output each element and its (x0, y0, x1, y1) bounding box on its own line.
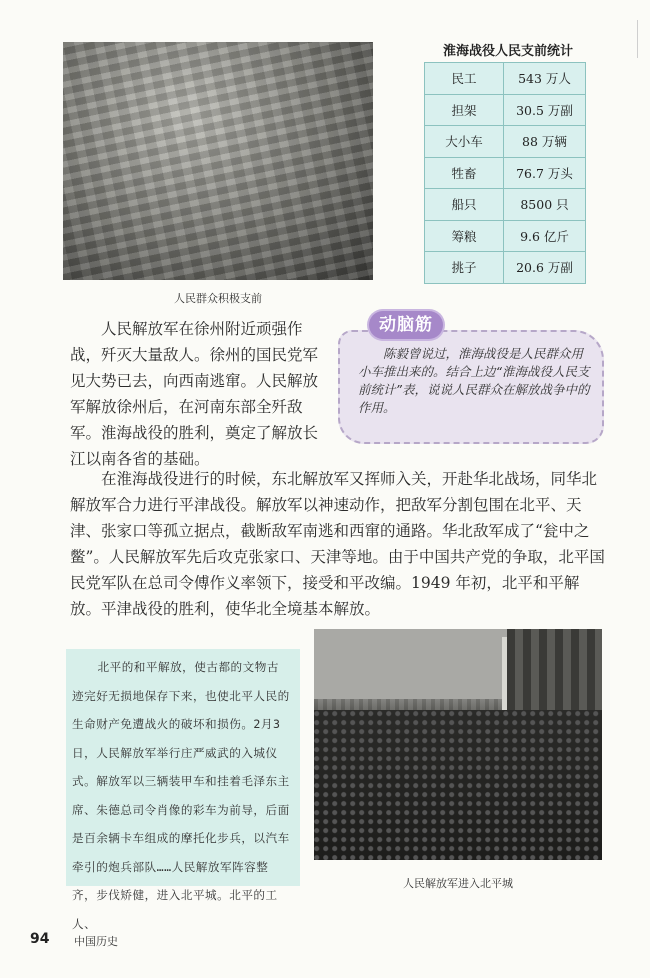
book-title: 中国历史 (74, 935, 118, 948)
stats-item: 担架 (425, 94, 504, 126)
think-box-title: 动脑筋 (369, 311, 443, 339)
stats-value: 20.6 万副 (504, 252, 586, 284)
paragraph-huaihai-text: 人民解放军在徐州附近顽强作战，歼灭大量敌人。徐州的国民党军见大势已去，向西南逃窜。人民解放军解放徐州后，在河南东部全歼敌军。淮海战役的胜利，奠定了解放长江以南各省的基础。 (70, 320, 319, 468)
paragraph-pingjin-text: 在淮海战役进行的时候，东北解放军又挥师入关，开赴华北战场，同华北解放军合力进行平津战役。解放军以神速动作，把敌军分割包围在北平、天津、张家口等孤立据点，截断敌军南逃和西窜的通路。华北敌军成了“瓮中之鳖”。人民解放军先后攻克张家口、天津等地。由于中国共产党的争取，北平国民党军队在总司令傅作义率领下，接受和平改编。1949 年初，北平和平解放。平津战役的胜利，使华北全境基本解放。 (70, 470, 605, 618)
table-row (425, 63, 586, 95)
table-row (425, 126, 586, 158)
think-box-text: 陈毅曾说过，淮海战役是人民群众用小车推出来的。结合上边“淮海战役人民支前统计”表，说说人民群众在解放战争中的作用。 (358, 346, 590, 415)
table-row (425, 220, 586, 252)
stats-table-title: 淮海战役人民支前统计 (442, 44, 573, 59)
photo-pla-entering-beiping (314, 629, 602, 860)
table-row (425, 252, 586, 284)
stats-table (424, 62, 586, 284)
stats-item: 民工 (425, 63, 504, 95)
stats-item: 筹粮 (425, 220, 504, 252)
stats-value: 9.6 亿斤 (504, 220, 586, 252)
stats-item: 牲畜 (425, 157, 504, 189)
stats-value: 543 万人 (504, 63, 586, 95)
table-row (425, 189, 586, 221)
stats-value: 30.5 万副 (504, 94, 586, 126)
paragraph-huaihai (70, 316, 324, 472)
side-note-text: 北平的和平解放，使古都的文物古迹完好无损地保存下来，也使北平人民的生命财产免遭战火的破坏和损伤。2月3日，人民解放军举行庄严威武的入城仪式。解放军以三辆装甲车和挂着毛泽东主席、朱德总司令肖像的彩车为前导，后面是百余辆卡车组成的摩托化步兵，以汽车牵引的炮兵部队……人民解放军阵容整齐，步伐矫健，进入北平城。北平的工人、 (72, 660, 290, 931)
stats-value: 88 万辆 (504, 126, 586, 158)
stats-item: 挑子 (425, 252, 504, 284)
top-photo-caption: 人民群众积极支前 (174, 292, 262, 305)
stats-item: 大小车 (425, 126, 504, 158)
stats-value: 76.7 万头 (504, 157, 586, 189)
bottom-photo-caption: 人民解放军进入北平城 (403, 877, 513, 890)
paragraph-pingjin (70, 466, 610, 622)
stats-item: 船只 (425, 189, 504, 221)
page-edge-line (637, 20, 638, 58)
stats-value: 8500 只 (504, 189, 586, 221)
photo-people-supporting-front (63, 42, 373, 280)
page-number: 94 (30, 931, 50, 947)
table-row (425, 94, 586, 126)
table-row (425, 157, 586, 189)
photo-crowd (314, 710, 602, 860)
